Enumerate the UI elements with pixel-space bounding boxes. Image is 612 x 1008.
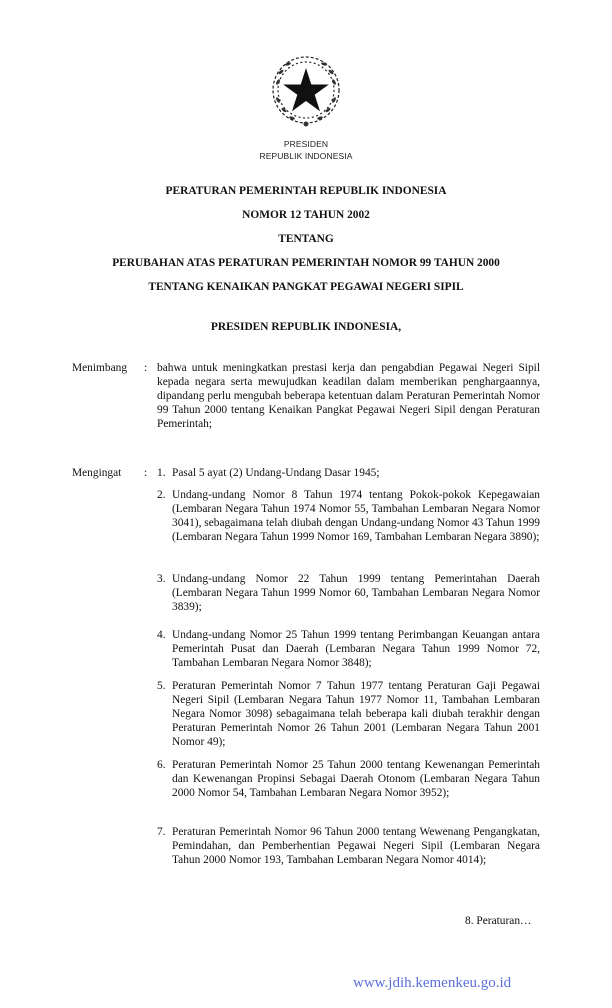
item-number: 6. (157, 759, 166, 771)
item-number: 5. (157, 680, 166, 692)
menimbang-text: bahwa untuk meningkatkan prestasi kerja dan pengabdian Pegawai Negeri Sipil kepada negara serta mewujudkan keadilan dalam memberikan penghargaannya, dipandang perlu mengubah beberapa ketentuan dalam Peraturan Pemerintah Nomor 99 Tahun 2000 tentang Kenaikan Pangkat Pegawai Negeri Sipil dengan Peraturan Pemerintah; (157, 362, 540, 430)
regulation-tentang: TENTANG (278, 233, 334, 245)
mengingat-item-3 (157, 573, 540, 615)
item-number: 4. (157, 629, 166, 641)
emblem-caption-republik: REPUBLIK INDONESIA (259, 151, 353, 161)
item-text: Undang-undang Nomor 8 Tahun 1974 tentang Pokok-pokok Kepegawaian (Lembaran Negara Tahun 1974 Nomor 55, Tambahan Lembaran Negara Nomor 3041), sebagaimana telah diubah dengan Undang-undang Nomor 43 Tahun 1999 (Lembaran Negara Tahun 1999 Nomor 169, Tambahan Lembaran Negara 3890); (172, 489, 540, 543)
mengingat-item-2 (157, 489, 540, 545)
item-number: 1. (157, 467, 166, 479)
mengingat-item-1 (157, 467, 540, 481)
issuer-heading: PRESIDEN REPUBLIK INDONESIA, (210, 321, 402, 333)
item-text: Undang-undang Nomor 22 Tahun 1999 tentang Pemerintahan Daerah (Lembaran Negara Tahun 1999 Nomor 60, Tambahan Lembaran Negara Nomor 3839); (172, 573, 540, 613)
regulation-subject-line1: PERUBAHAN ATAS PERATURAN PEMERINTAH NOMOR 99 TAHUN 2000 (112, 257, 500, 269)
emblem-caption-presiden: PRESIDEN (283, 139, 329, 149)
mengingat-colon: : (144, 467, 148, 479)
mengingat-item-6 (157, 759, 540, 801)
presidential-emblem-icon (266, 52, 346, 132)
page-catchword: 8. Peraturan… (465, 915, 532, 927)
regulation-number: NOMOR 12 TAHUN 2002 (242, 209, 370, 221)
item-text: Undang-undang Nomor 25 Tahun 1999 tentang Perimbangan Keuangan antara Pemerintah Pusat dan Daerah (Lembaran Negara Tahun 1999 Nomor 72, Tambahan Lembaran Negara Nomor 3848); (172, 629, 540, 669)
mengingat-item-5 (157, 680, 540, 750)
regulation-subject-line2: TENTANG KENAIKAN PANGKAT PEGAWAI NEGERI SIPIL (148, 281, 464, 293)
mengingat-label: Mengingat (72, 467, 122, 479)
item-text: Peraturan Pemerintah Nomor 7 Tahun 1977 tentang Peraturan Gaji Pegawai Negeri Sipil (Lembaran Negara Tahun 1977 Nomor 11, Tambahan Lembaran Negara Nomor 3098) sebagaimana telah beberapa kali diubah terakhir dengan Peraturan Pemerintah Nomor 26 Tahun 2001 (Lembaran Negara Tahun 2001 Nomor 49); (172, 680, 540, 748)
item-number: 2. (157, 489, 166, 501)
item-text: Peraturan Pemerintah Nomor 96 Tahun 2000 tentang Wewenang Pengangkatan, Pemindahan, dan Pemberhentian Pegawai Negeri Sipil (Lembaran Negara Tahun 2000 Nomor 193, Tambahan Lembaran Negara Nomor 4014); (172, 826, 540, 866)
menimbang-colon: : (144, 362, 148, 374)
item-number: 3. (157, 573, 166, 585)
regulation-title: PERATURAN PEMERINTAH REPUBLIK INDONESIA (165, 185, 447, 197)
mengingat-item-7 (157, 826, 540, 868)
item-number: 7. (157, 826, 166, 838)
jdih-website-link[interactable]: www.jdih.kemenkeu.go.id (353, 975, 512, 991)
mengingat-item-4 (157, 629, 540, 671)
menimbang-label: Menimbang (72, 362, 128, 374)
item-text: Pasal 5 ayat (2) Undang-Undang Dasar 1945; (172, 467, 380, 479)
item-text: Peraturan Pemerintah Nomor 25 Tahun 2000 tentang Kewenangan Pemerintah dan Kewenangan Propinsi Sebagai Daerah Otonom (Lembaran Negara Tahun 2000 Nomor 54, Tambahan Lembaran Negara Nomor 3952); (172, 759, 540, 799)
